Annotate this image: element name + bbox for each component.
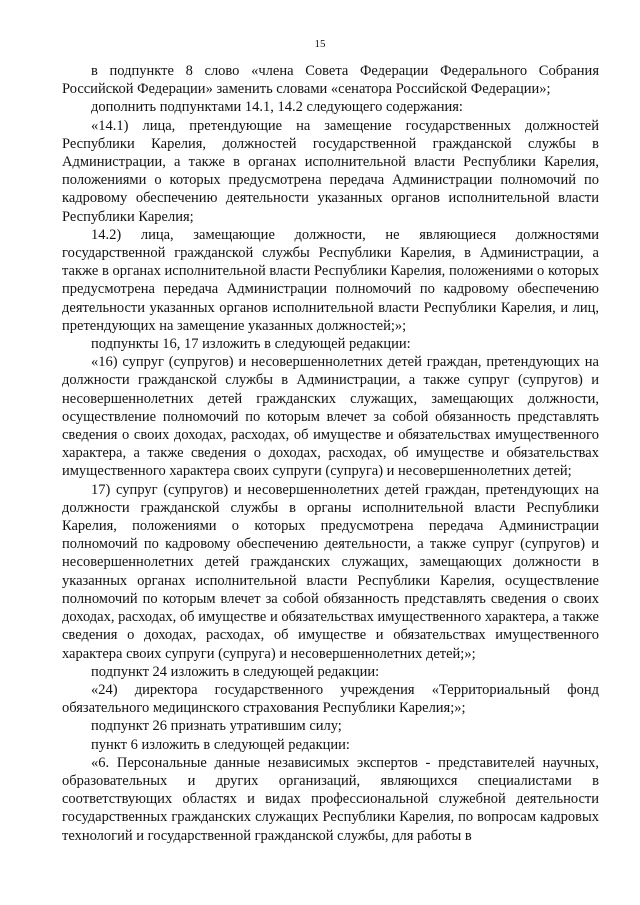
page-number: 15 xyxy=(314,38,326,50)
paragraph: дополнить подпунктами 14.1, 14.2 следующего содержания: xyxy=(91,99,463,116)
paragraph: «24) директора государственного учреждения «Территориальный фонд обязательного медицинского страхования Республики Карелия;»; xyxy=(62,681,599,717)
paragraph: подпункт 26 признать утратившим силу; xyxy=(91,718,342,735)
paragraph: подпункты 16, 17 изложить в следующей редакции: xyxy=(91,336,411,353)
paragraph: 14.2) лица, замещающие должности, не являющиеся должностями государственной гражданской службы Республики Карелия, в Администрации, а также в органах исполнительной власти Республики Карелия, положениями о которых предусмотрена передача Администрации полномочий по кадровому обеспечению деятельности указанных органов исполнительной власти Республики Карелия, и лиц, претендующих на замещение указанных должностей;»; xyxy=(62,226,599,334)
paragraph: «14.1) лица, претендующие на замещение государственных должностей Республики Карелия, должностей государственной гражданской службы в Администрации, а также в органах исполнительной власти Республики Карелия, положениями о которых предусмотрена передача Администрации полномочий по кадровому обеспечению деятельности указанных органов исполнительной власти Республики Карелия; xyxy=(62,117,599,225)
paragraph: 17) супруг (супругов) и несовершеннолетних детей граждан, претендующих на должности гражданской службы в органы исполнительной власти Республики Карелия, положениями о которых предусмотрена передача Администрации полномочий по кадровому обеспечению деятельности, а также супруг (супругов) и несовершеннолетних детей гражданских служащих, замещающих должности в указанных органах исполнительной власти Республики Карелия, осуществление полномочий по которым влечет за собой обязанность представлять сведения о своих доходах, расходах, об имуществе и обязательствах имущественного характера, а также сведения о доходах, расходах, об имуществе и обязательствах имущественного характера своих супруги (супруга) и несовершеннолетних детей;»; xyxy=(62,481,599,662)
paragraph: «16) супруг (супругов) и несовершеннолетних детей граждан, претендующих на должности гражданской службы в Администрации, а также супруг (супругов) и несовершеннолетних детей гражданских служащих, замещающих должности, осуществление полномочий по которым влечет за собой обязанность представлять сведения о своих доходах, расходах, об имуществе и обязательствах имущественного характера, а также сведения о доходах, расходах, об имуществе и обязательствах имущественного характера своих супруги (супруга) и несовершеннолетних детей; xyxy=(62,354,599,480)
paragraph: подпункт 24 изложить в следующей редакции: xyxy=(91,663,380,680)
paragraph: «6. Персональные данные независимых экспертов - представителей научных, образовательных и других организаций, являющихся специалистами в соответствующих областях и видах профессиональной служебной деятельности государственных гражданских служащих Республики Карелия, по вопросам кадровых технологий и государственной гражданской службы, для работы в xyxy=(62,754,599,844)
paragraph: в подпункте 8 слово «члена Совета Федерации Федерального Собрания Российской Федерации» заменить словами «сенатора Российской Федерации»; xyxy=(62,63,599,98)
paragraph: пункт 6 изложить в следующей редакции: xyxy=(91,736,350,753)
document-body xyxy=(62,62,599,845)
